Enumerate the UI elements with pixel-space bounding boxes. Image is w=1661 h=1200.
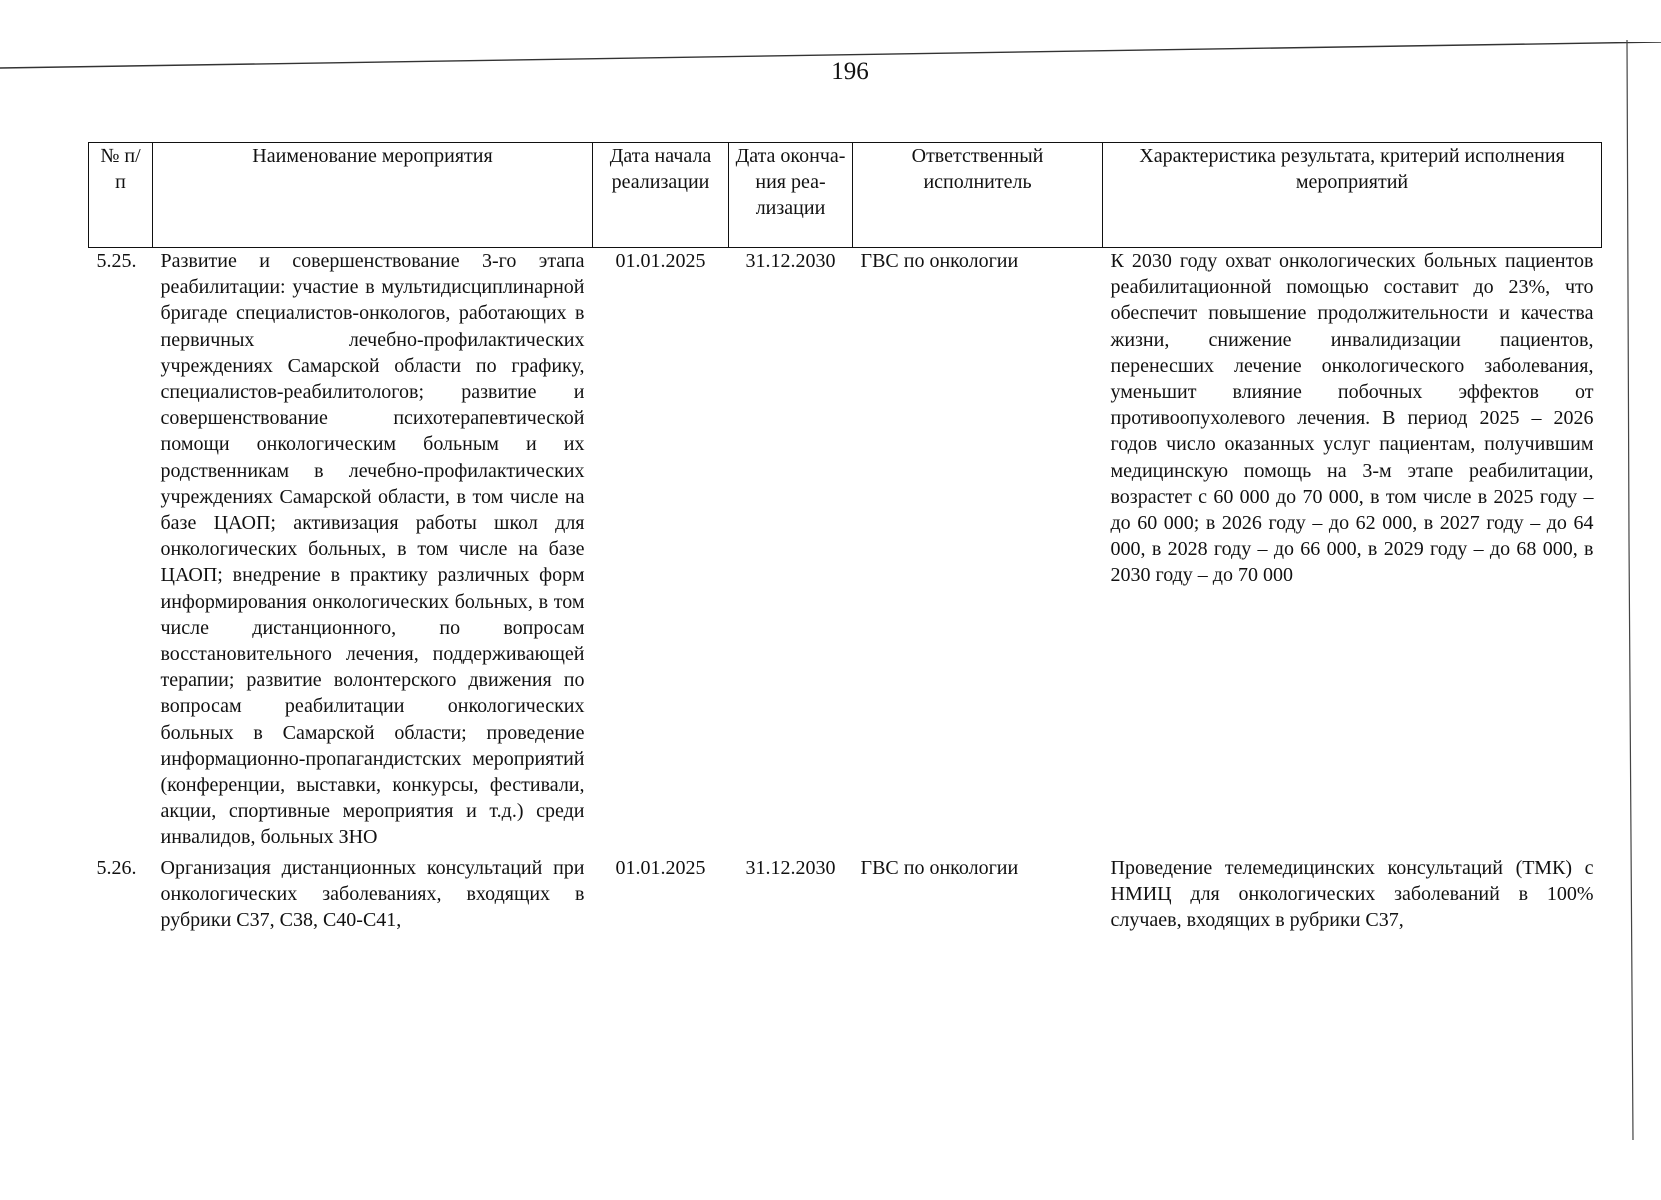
header-name: Наименование мероприятия — [153, 143, 593, 248]
table-row — [89, 851, 1602, 934]
start-date: 01.01.2025 — [615, 856, 706, 879]
end-date: 31.12.2030 — [745, 856, 836, 879]
measure-name: Организация дистанционных консультаций при онкологических заболеваниях, входящих в рубрики С37, С38, С40-С41, — [160, 856, 585, 932]
header-responsible: Ответственный исполнитель — [853, 143, 1103, 248]
result-description: Проведение телемедицинских консультаций (ТМК) с НМИЦ для онкологических заболеваний в 100% случаев, входящих в рубрики С37, — [1110, 856, 1594, 932]
measures-table — [88, 142, 1602, 933]
result-description: К 2030 году охват онкологических больных пациентов реабилитационной помощью составит до 23%, что обеспечит повышение продолжительности и качества жизни, снижение инвалидизации пациентов, перенесших лечение онкологического заболевания, уменьшит влияние побочных эффектов от противоопухолевого лечения. В период 2025 – 2026 годов число оказанных услуг пациентам, получившим медицинскую помощь на 3-м этапе реабилитации, возрастет с 60 000 до 70 000, в том числе в 2025 году – до 60 000; в 2026 году – до 62 000, в 2027 году – до 64 000, в 2028 году – до 66 000, в 2029 году – до 68 000, в 2030 году – до 70 000 — [1110, 250, 1594, 587]
start-date: 01.01.2025 — [615, 250, 706, 272]
header-start-date: Дата начала реализации — [593, 143, 729, 248]
scan-edge-line-right — [1625, 40, 1645, 1140]
table-header-row — [89, 143, 1602, 248]
row-number: 5.25. — [96, 250, 137, 272]
table-row — [89, 248, 1602, 851]
responsible-executor: ГВС по онкологии — [860, 856, 1019, 879]
row-number: 5.26. — [96, 856, 137, 879]
header-end-date: Дата оконча- ния реа- лизации — [729, 143, 853, 248]
responsible-executor: ГВС по онкологии — [860, 250, 1019, 272]
header-num: № п/п — [89, 143, 153, 248]
measure-name: Развитие и совершенствование 3-го этапа реабилитации: участие в мультидисциплинарной бригаде специалистов-онкологов, работающих в первичных лечебно-профилактических учреждениях Самарской области по графику, специалистов-реабилитологов; развитие и совершенствование психотерапевтической помощи онкологическим больным и их родственникам в лечебно-профилактических учреждениях Самарской области, в том числе на базе ЦАОП; активизация работы школ для онкологических больных, в том числе на базе ЦАОП; внедрение в практику различных форм информирования онкологических больных, в том числе дистанционного, по вопросам восстановительного лечения, поддерживающей терапии; развитие волонтерского движения по вопросам реабилитации онкологических больных в Самарской области; проведение информационно-пропагандистских мероприятий (конференции, выставки, конкурсы, фестивали, акции, спортивные мероприятия и т.д.) среди инвалидов, больных ЗНО — [160, 250, 585, 849]
page-number: 196 — [831, 58, 869, 85]
header-result: Характеристика результата, критерий исполнения мероприятий — [1103, 143, 1602, 248]
end-date: 31.12.2030 — [745, 250, 836, 272]
